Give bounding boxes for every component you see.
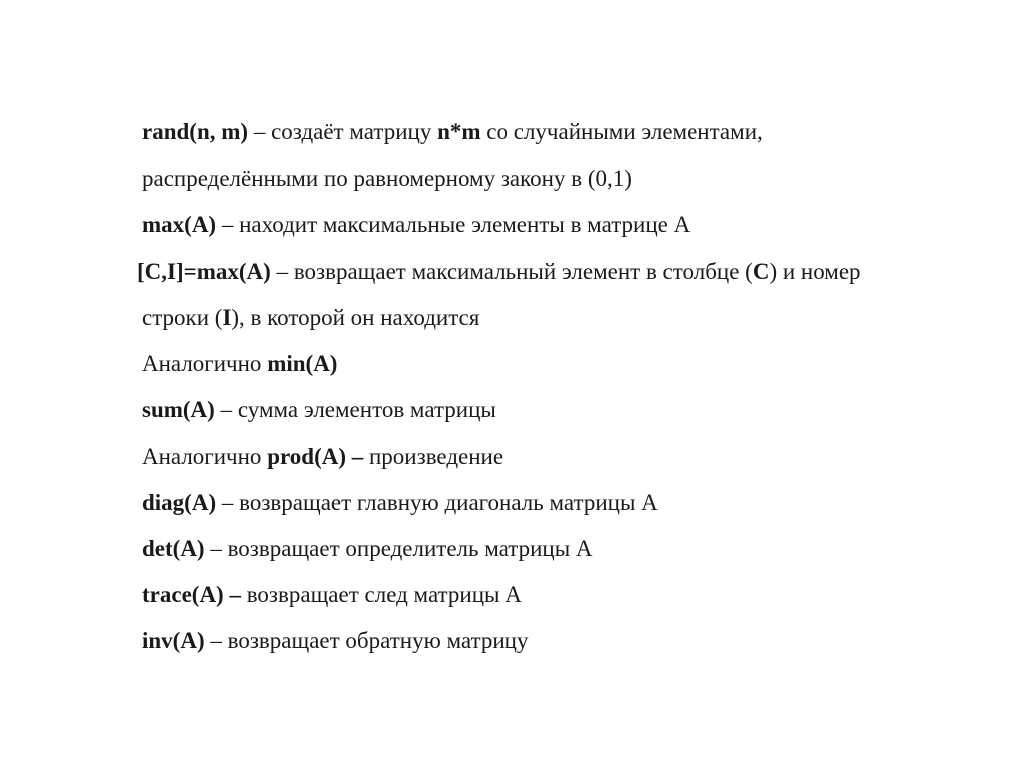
rand-desc-text-2: со случайными элементами, [480, 119, 763, 144]
prod-description [142, 443, 503, 471]
rand-description-line-1 [142, 118, 763, 146]
min-description [142, 350, 337, 378]
sum-function: sum(A) [142, 397, 215, 422]
det-desc-text: – возвращает определитель матрицы А [204, 536, 593, 561]
min-function: min(A) [267, 351, 338, 376]
max-ci-description-line-2 [142, 304, 479, 332]
max-ci-desc-text: – возвращает максимальный элемент в столбце ( [270, 259, 753, 284]
inv-description [142, 627, 528, 655]
max-ci-cont-text: строки ( [142, 305, 223, 330]
trace-function: trace(A) – [142, 582, 241, 607]
max-function: max(A) [142, 212, 217, 237]
det-description [142, 535, 593, 563]
max-description [142, 211, 690, 239]
max-desc-text: – находит максимальные элементы в матрице А [216, 212, 691, 237]
sum-desc-text: – сумма элементов матрицы [214, 397, 496, 422]
trace-description [142, 581, 522, 609]
trace-desc-text: возвращает след матрицы А [240, 582, 522, 607]
diag-function: diag(A) [142, 490, 217, 515]
det-function: det(A) [142, 536, 205, 561]
max-ci-i: I [222, 305, 232, 330]
rand-desc-text: – создаёт матрицу [248, 119, 438, 144]
inv-function: inv(A) [142, 628, 205, 653]
rand-function: rand(n, m) [142, 119, 249, 144]
prod-prefix: Аналогично [142, 444, 268, 469]
sum-description [142, 396, 496, 424]
rand-description-line-2 [142, 165, 632, 193]
max-ci-desc-text-2: ) и номер [769, 259, 861, 284]
max-ci-cont-text-2: ), в которой он находится [231, 305, 480, 330]
inv-desc-text: – возвращает обратную матрицу [204, 628, 529, 653]
max-ci-description-line-1 [137, 258, 861, 286]
max-ci-c: C [752, 259, 770, 284]
min-prefix: Аналогично [142, 351, 268, 376]
rand-size: n*m [437, 119, 481, 144]
rand-desc-continuation: распределёнными по равномерному закону в (0,1) [142, 166, 632, 191]
diag-description [142, 489, 658, 517]
prod-function: prod(A) – [267, 444, 364, 469]
prod-desc-text: произведение [363, 444, 504, 469]
diag-desc-text: – возвращает главную диагональ матрицы А [216, 490, 658, 515]
max-ci-function: [C,I]=max(A) [137, 259, 271, 284]
